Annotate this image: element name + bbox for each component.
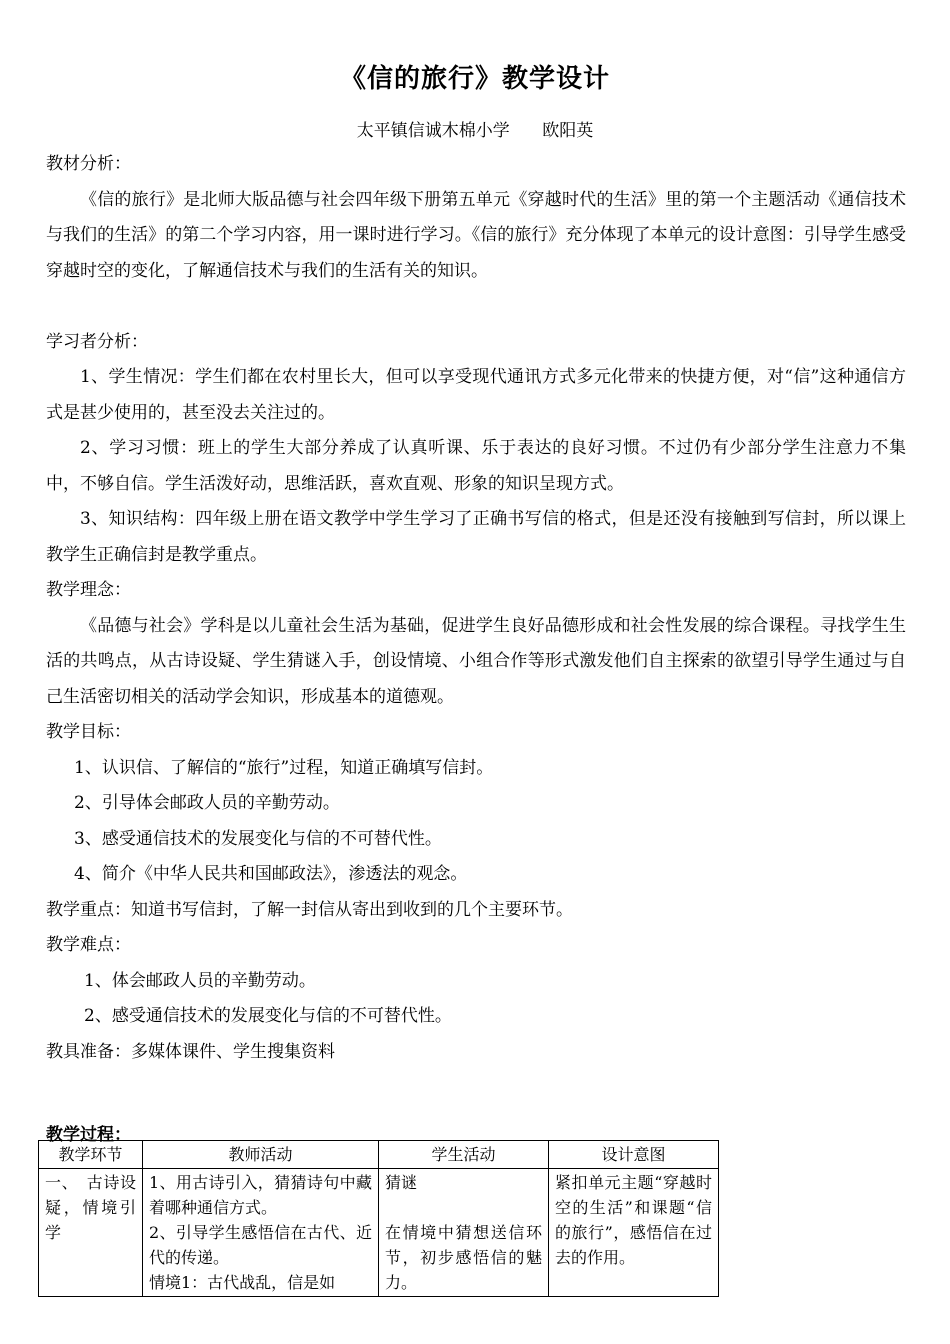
student-activity-line: 在情境中猜想送信环节，初步感悟信的魅力。	[385, 1223, 542, 1292]
author-line: 太平镇信诚木棉小学 欧阳英	[356, 121, 594, 141]
teacher-activity-line: 2、引导学生感悟信在古代、近代的传递。	[149, 1223, 372, 1267]
process-table	[38, 1140, 719, 1297]
material-heading: 教材分析：	[46, 154, 131, 174]
learner-item: 3、知识结构：四年级上册在语文教学中学生学习了正确书写信的格式，但是还没有接触到写信封，所以课上教学生正确信封是教学重点。	[46, 509, 906, 565]
design-intent-cell: 紧扣单元主题“穿越时空的生活”和课题“信的旅行”，感悟信在过去的作用。	[549, 1169, 719, 1297]
document-body	[46, 147, 906, 1153]
concept-paragraph: 《品德与社会》学科是以儿童社会生活为基础，促进学生良好品德形成和社会性发展的综合课程。寻找学生生活的共鸣点，从古诗设疑、学生猜谜入手，创设情境、小组合作等形式激发他们自主探索的欲望引导学生通过与自己生活密切相关的活动学会知识，形成基本的道德观。	[46, 615, 906, 707]
column-header: 教学环节	[39, 1141, 143, 1169]
difficulty-item: 1、体会邮政人员的辛勤劳动。	[84, 970, 316, 991]
blank-line	[46, 1070, 906, 1106]
teacher-activity-cell	[143, 1169, 379, 1297]
goal-item: 2、引导体会邮政人员的辛勤劳动。	[74, 793, 340, 813]
stage-cell: 一、 古诗设疑，情境引学	[39, 1169, 143, 1297]
tools-line: 教具准备：多媒体课件、学生搜集资料	[46, 1041, 335, 1062]
concept-heading: 教学理念：	[46, 580, 131, 600]
blank-line	[46, 289, 906, 325]
cell-gap	[385, 1195, 542, 1220]
table-row	[39, 1169, 719, 1297]
teacher-activity-line: 情境1：古代战乱，信是如	[149, 1273, 336, 1292]
table-header-row	[39, 1141, 719, 1169]
difficulty-heading: 教学难点：	[46, 935, 131, 955]
goal-item: 1、认识信、了解信的“旅行”过程，知道正确填写信封。	[74, 757, 494, 778]
goal-item: 3、感受通信技术的发展变化与信的不可替代性。	[74, 828, 442, 849]
process-heading: 教学过程：	[46, 1124, 131, 1145]
student-activity-line: 猜谜	[385, 1173, 418, 1192]
learner-item: 2、学习习惯：班上的学生大部分养成了认真听课、乐于表达的良好习惯。不过仍有少部分学生注意力不集中，不够自信。学生活泼好动，思维活跃，喜欢直观、形象的知识呈现方式。	[46, 438, 906, 494]
learner-item: 1、学生情况：学生们都在农村里长大，但可以享受现代通讯方式多元化带来的快捷方便，对“信”这种通信方式是甚少使用的，甚至没去关注过的。	[46, 367, 906, 423]
document-title: 《信的旅行》教学设计	[339, 64, 610, 94]
student-activity-cell	[379, 1169, 549, 1297]
material-paragraph: 《信的旅行》是北师大版品德与社会四年级下册第五单元《穿越时代的生活》里的第一个主题活动《通信技术与我们的生活》的第二个学习内容，用一课时进行学习。《信的旅行》充分体现了本单元的设计意图：引导学生感受穿越时空的变化，了解通信技术与我们的生活有关的知识。	[46, 189, 906, 281]
column-header: 教师活动	[143, 1141, 379, 1169]
teacher-activity-line: 1、用古诗引入，猜猜诗句中藏着哪种通信方式。	[149, 1173, 372, 1217]
focus-line: 教学重点：知道书写信封，了解一封信从寄出到收到的几个主要环节。	[46, 899, 573, 920]
column-header: 学生活动	[379, 1141, 549, 1169]
learner-heading: 学习者分析：	[46, 331, 148, 352]
difficulty-item: 2、感受通信技术的发展变化与信的不可替代性。	[84, 1006, 452, 1026]
goals-heading: 教学目标：	[46, 722, 131, 742]
column-header: 设计意图	[549, 1141, 719, 1169]
goal-item: 4、简介《中华人民共和国邮政法》，渗透法的观念。	[74, 864, 468, 884]
